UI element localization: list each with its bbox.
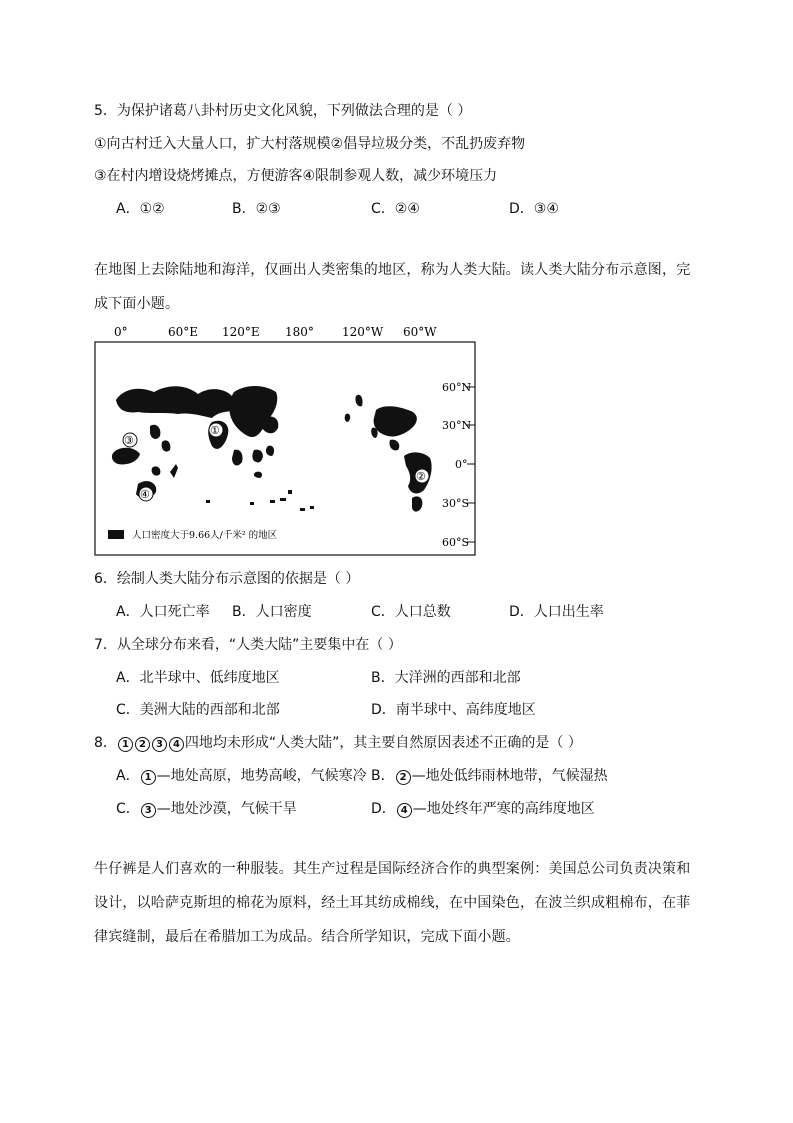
q6-option-c: C．人口总数 [371,604,451,620]
q8-option-b: B． 2 —地处低纬雨林地带，气候湿热 [371,768,608,784]
q5-option-c: C．②④ [371,201,420,217]
svg-text:①: ① [210,424,220,437]
marker-4 [139,487,153,501]
q7-option-a: A．北半球中、低纬度地区 [116,670,280,686]
lon-label-120w: 120°W [342,325,384,339]
lat-label-30s: 30°S [442,497,470,510]
q7-option-b: B．大洋洲的西部和北部 [371,670,521,686]
q8-option-b-marker: 2 [396,770,411,785]
q7-option-d: D．南半球中、高纬度地区 [371,702,536,718]
svg-text:④: ④ [140,488,150,501]
q8-marker-1: 1 [118,737,133,752]
lon-label-120e: 120°E [222,325,260,339]
q8-option-c-marker: 3 [141,803,156,818]
lat-label-0: 0° [455,458,468,471]
marker-1 [209,423,223,437]
q8-stem [94,733,582,753]
lat-label-30n: 30°N [442,419,472,432]
map-frame [95,342,475,555]
q8-option-c: C． 3 —地处沙漠，气候干旱 [116,801,297,817]
q8-option-d: D． 4 —地处终年严寒的高纬度地区 [371,801,595,817]
q8-option-a: A． 1 —地处高原，地势高峻，气候寒冷 [116,768,367,784]
svg-text:②: ② [416,470,426,483]
q6-stem: 6．绘制人类大陆分布示意图的依据是（ ） [94,571,360,587]
legend-swatch [108,530,124,539]
lon-label-60e: 60°E [168,325,199,339]
q8-number: 8． [94,735,117,751]
q8-option-d-marker: 4 [397,803,412,818]
svg-text:③: ③ [124,434,134,447]
human-continent-map [94,322,494,557]
q8-marker-2: 2 [135,737,150,752]
lon-label-180: 180° [285,325,314,339]
q8-marker-3: 3 [152,737,167,752]
q5-statement-2: ③在村内增设烧烤摊点，方便游客④限制参观人数，减少环境压力 [94,168,498,184]
q5-option-d: D．③④ [509,201,559,217]
q7-stem: 7．从全球分布来看，“人类大陆”主要集中在（ ） [94,637,402,653]
lon-label-0: 0° [114,325,128,339]
intro-paragraph-2: 牛仔裤是人们喜欢的一种服装。其生产过程是国际经济合作的典型案例：美国总公司负责决策和设计，以哈萨克斯坦的棉花为原料，经土耳其纺成棉线，在中国染色，在波兰织成粗棉布，在菲律宾缝制，最后在希腊加工为成品。结合所学知识，完成下面小题。 [94,861,691,945]
intro-paragraph-1: 在地图上去除陆地和海洋，仅画出人类密集的地区，称为人类大陆。读人类大陆分布示意图，完成下面小题。 [94,262,691,312]
q6-option-b: B．人口密度 [232,604,312,620]
marker-2 [415,469,429,483]
dense-areas-americas [345,395,432,512]
q8-marker-4: 4 [169,737,184,752]
q6-option-d: D．人口出生率 [509,604,604,620]
lon-label-60w: 60°W [403,325,437,339]
lat-label-60n: 60°N [442,381,472,394]
q5-option-a: A．①② [116,201,165,217]
lat-label-60s: 60°S [442,536,470,549]
legend-label: 人口密度大于9.66人/千米² 的地区 [132,530,278,541]
q5-statement-1: ①向古村迁入大量人口，扩大村落规模②倡导垃圾分类，不乱扔废弃物 [94,136,526,152]
q5-stem: 5．为保护诸葛八卦村历史文化风貌，下列做法合理的是（ ） [94,103,472,119]
q8-option-a-marker: 1 [141,770,156,785]
q7-option-c: C．美洲大陆的西部和北部 [116,702,280,718]
marker-3 [123,433,137,447]
q5-option-b: B．②③ [232,201,281,217]
q6-option-a: A．人口死亡率 [116,604,210,620]
q8-stem-text: 四地均未形成“人类大陆”，其主要自然原因表述不正确的是（ ） [184,735,582,751]
